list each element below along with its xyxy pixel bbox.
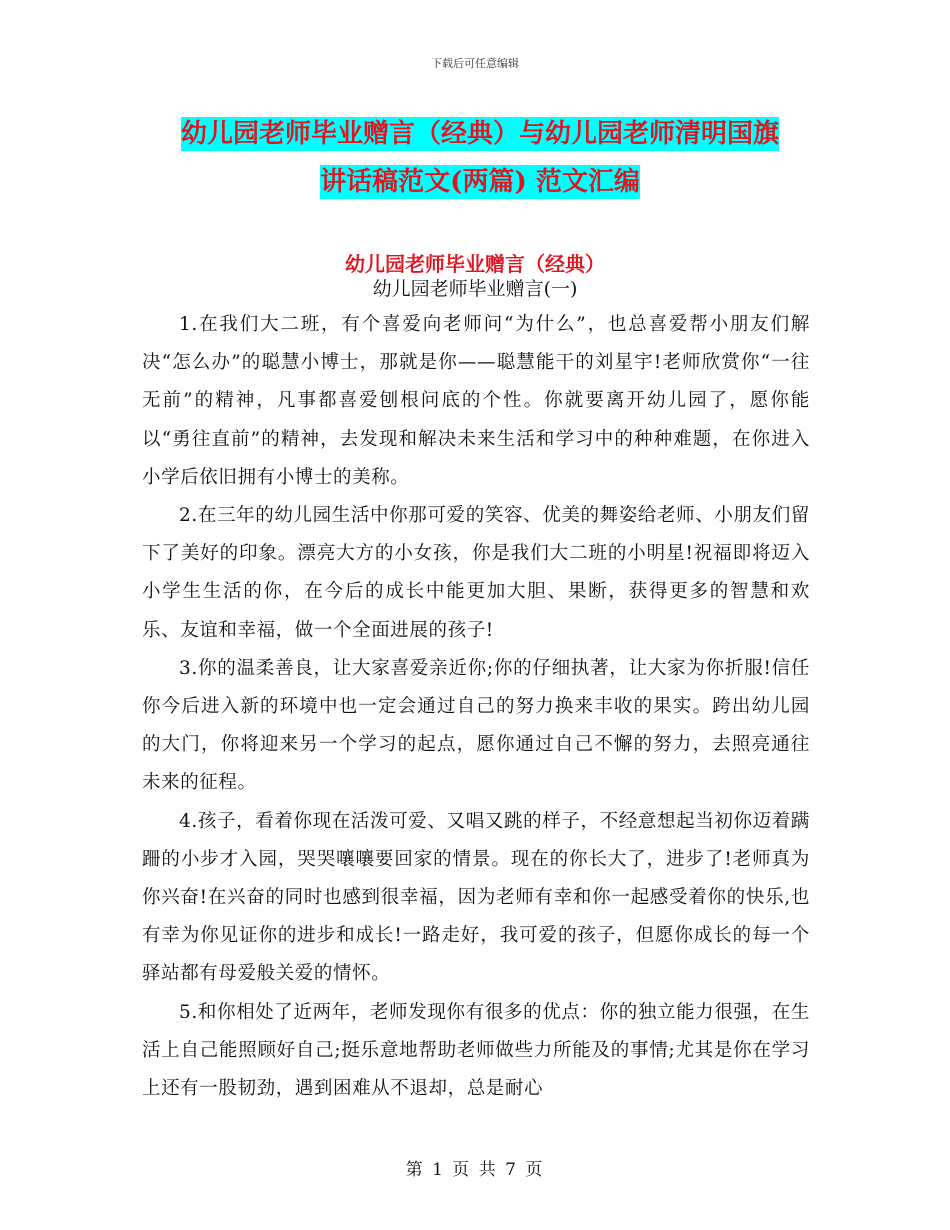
- page-number: 第 1 页 共 7 页: [405, 1160, 545, 1180]
- body-text: [142, 306, 810, 1108]
- paragraph: 4.孩子，看着你现在活泼可爱、又唱又跳的样子，不经意想起当初你迈着蹒跚的小步才入园，哭哭嚷嚷要回家的情景。现在的你长大了，进步了!老师真为你兴奋!在兴奋的同时也感到很幸福，因为老师有幸和你一起感受着你的快乐,也有幸为你见证你的进步和成长!一路走好，我可爱的孩子，但愿你成长的每一个驿站都有母爱般关爱的情怀。: [142, 810, 810, 985]
- header-note: 下载后可任意编辑: [431, 57, 519, 70]
- section-title: 幼儿园老师毕业赠言（经典）: [345, 252, 605, 276]
- paragraph: 3.你的温柔善良，让大家喜爱亲近你;你的仔细执著，让大家为你折服!信任你今后进入新的环境中也一定会通过自己的努力换来丰收的果实。跨出幼儿园的大门，你将迎来另一个学习的起点，愿你通过自己不懈的努力，去照亮通往未来的征程。: [142, 657, 810, 794]
- document-title: [140, 110, 820, 206]
- paragraph: 5.和你相处了近两年，老师发现你有很多的优点：你的独立能力很强，在生活上自己能照顾好自己;挺乐意地帮助老师做些力所能及的事情;尤其是你在学习上还有一股韧劲，遇到困难从不退却，总是耐心: [142, 1001, 810, 1100]
- document-title-line-1: 幼儿园老师毕业赠言（经典）与幼儿园老师清明国旗: [180, 119, 779, 149]
- paragraph: 2.在三年的幼儿园生活中你那可爱的笑容、优美的舞姿给老师、小朋友们留下了美好的印象。漂亮大方的小女孩，你是我们大二班的小明星!祝福即将迈入小学生生活的你，在今后的成长中能更加大胆、果断，获得更多的智慧和欢乐、友谊和幸福，做一个全面进展的孩子!: [142, 505, 810, 641]
- document-title-line-2: 讲话稿范文(两篇) 范文汇编: [320, 167, 640, 197]
- section-subtitle: 幼儿园老师毕业赠言(一): [372, 278, 578, 300]
- paragraph: 1.在我们大二班，有个喜爱向老师问“为什么”，也总喜爱帮小朋友们解决“怎么办”的聪慧小博士，那就是你——聪慧能干的刘星宇!老师欣赏你“一往无前”的精神，凡事都喜爱刨根问底的个性。你就要离开幼儿园了，愿你能以“勇往直前”的精神，去发现和解决未来生活和学习中的种种难题，在你进入小学后依旧拥有小博士的美称。: [142, 314, 810, 488]
